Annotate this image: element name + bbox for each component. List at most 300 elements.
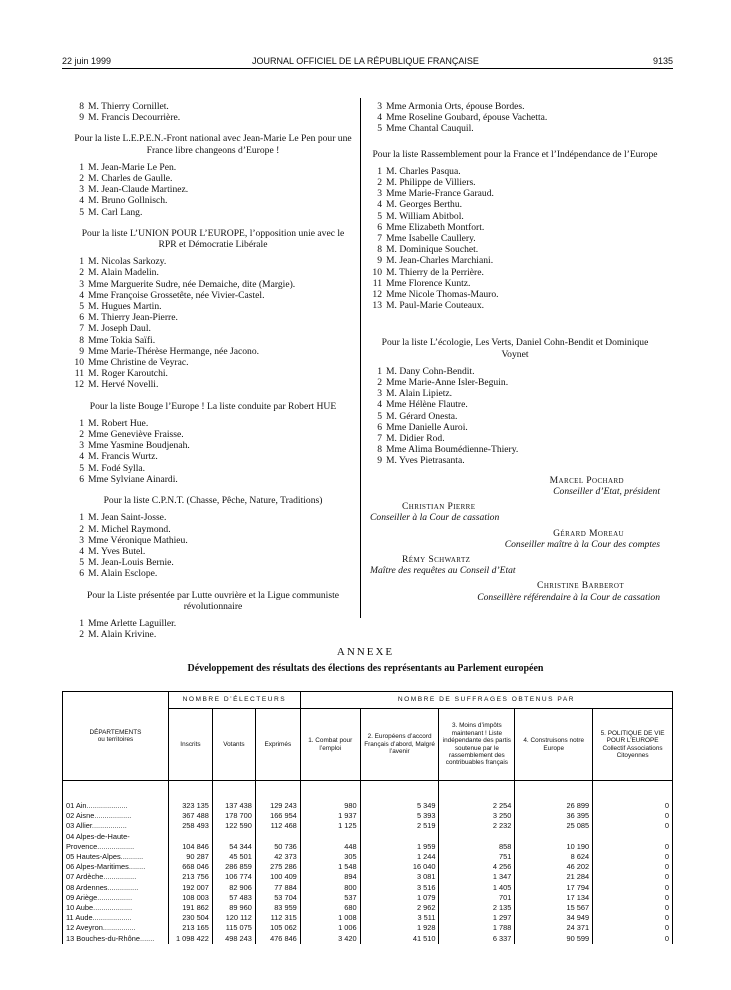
value-cell: 90 599: [515, 934, 593, 944]
value-cell: 448: [300, 842, 360, 852]
candidate-name: M. Charles Pasqua.: [386, 165, 461, 177]
header-departements-sub: ou territoires: [97, 736, 134, 743]
table-row: [63, 913, 673, 923]
department-cell: 05 Hautes-Alpes...........: [63, 852, 169, 862]
value-cell: [515, 832, 593, 842]
candidate-item: [72, 256, 354, 267]
candidate-name: M. Hervé Novelli.: [88, 379, 159, 391]
dot-leader: ................: [103, 872, 137, 882]
candidate-name: M. Philippe de Villiers.: [386, 177, 476, 189]
candidate-name: M. William Abitbol.: [386, 210, 464, 222]
candidate-item: [370, 188, 660, 199]
candidate-number: 1: [79, 161, 84, 173]
value-cell: 0: [593, 872, 673, 882]
value-cell: 3 420: [300, 934, 360, 944]
department-cell: 11 Aude...................: [63, 913, 169, 923]
signatory-name: Marcel Pochard: [549, 474, 624, 486]
candidate-number: 2: [79, 523, 84, 535]
candidate-name: M. Thierry Jean-Pierre.: [88, 312, 178, 324]
candidate-item: [72, 301, 354, 312]
candidate-name: M. Yves Butel.: [88, 545, 146, 557]
candidate-name: Mme Marie-France Garaud.: [386, 188, 494, 200]
value-cell: [255, 832, 300, 842]
candidate-name: Mme Françoise Grossetête, née Vivier-Castel.: [88, 289, 265, 301]
candidate-number: 4: [79, 195, 84, 207]
candidate-number: 5: [79, 301, 84, 313]
candidate-name: M. Gérard Onesta.: [386, 410, 458, 422]
value-cell: 191 862: [168, 903, 212, 913]
signature: [370, 501, 660, 523]
candidate-item: [370, 101, 660, 112]
value-cell: 6 337: [439, 934, 515, 944]
value-cell: 50 736: [255, 842, 300, 852]
value-cell: 104 846: [168, 842, 212, 852]
table-row: [63, 934, 673, 944]
signatory-title: Conseiller d’Etat, président: [553, 485, 660, 497]
value-cell: 2 232: [439, 821, 515, 831]
candidate-item: [370, 211, 660, 222]
issue-date: 22 juin 1999: [62, 56, 112, 66]
candidate-name: Mme Hélène Flautre.: [386, 399, 468, 411]
value-cell: 0: [593, 842, 673, 852]
value-cell: 5 393: [360, 811, 439, 821]
candidate-item: [72, 629, 354, 640]
dot-leader: .................: [97, 892, 133, 902]
candidate-number: 6: [377, 421, 382, 433]
dot-leader: ...................: [92, 913, 132, 923]
candidate-item: [72, 323, 354, 334]
candidate-name: M. Nicolas Sarkozy.: [88, 256, 167, 268]
value-cell: 122 590: [212, 821, 255, 831]
value-cell: [168, 832, 212, 842]
value-cell: 0: [593, 913, 673, 923]
candidate-name: M. Charles de Gaulle.: [88, 173, 173, 185]
value-cell: 701: [439, 893, 515, 903]
value-cell: 10 190: [515, 842, 593, 852]
candidate-item: [72, 429, 354, 440]
candidate-number: 4: [79, 545, 84, 557]
table-row: [63, 811, 673, 821]
candidate-number: 5: [377, 410, 382, 422]
candidate-number: 3: [377, 388, 382, 400]
candidate-item: [370, 278, 660, 289]
candidate-item: [370, 267, 660, 278]
value-cell: 53 704: [255, 893, 300, 903]
candidate-name: M. Roger Karoutchi.: [88, 368, 168, 380]
candidate-number: 9: [377, 255, 382, 267]
value-cell: 192 007: [168, 883, 212, 893]
value-cell: 129 243: [255, 801, 300, 811]
value-cell: 137 438: [212, 801, 255, 811]
candidate-number: 5: [377, 210, 382, 222]
candidate-item: [370, 366, 660, 377]
table-row: [63, 852, 673, 862]
results-body: [63, 781, 673, 944]
header-departements: [63, 692, 169, 781]
candidate-name: M. Fodé Sylla.: [88, 462, 146, 474]
candidate-number: 1: [79, 417, 84, 429]
candidate-item: [370, 422, 660, 433]
value-cell: 230 504: [168, 913, 212, 923]
value-cell: 476 846: [255, 934, 300, 944]
candidate-number: 9: [377, 455, 382, 467]
value-cell: 42 373: [255, 852, 300, 862]
candidate-number: 4: [79, 451, 84, 463]
value-cell: 258 493: [168, 821, 212, 831]
value-cell: 100 409: [255, 872, 300, 882]
value-cell: 0: [593, 862, 673, 872]
value-cell: 15 567: [515, 903, 593, 913]
candidate-item: [72, 195, 354, 206]
candidate-name: M. Paul-Marie Couteaux.: [386, 300, 485, 312]
header-electeurs: NOMBRE D’ÉLECTEURS: [168, 692, 300, 709]
candidate-item: [72, 440, 354, 451]
table-row: [63, 872, 673, 882]
candidate-name: M. Jean Saint-Josse.: [88, 512, 167, 524]
candidate-number: 2: [79, 429, 84, 441]
list-intro: Pour la liste L’UNION POUR L’EUROPE, l’opposition unie avec le RPR et Démocratie Libérale: [81, 227, 345, 251]
header-suffrages: NOMBRE DE SUFFRAGES OBTENUS PAR: [300, 692, 672, 709]
candidate-name: M. Jean-Marie Le Pen.: [88, 161, 177, 173]
value-cell: 537: [300, 893, 360, 903]
dot-leader: ...........: [120, 852, 144, 862]
candidate-number: 2: [79, 173, 84, 185]
table-row: [63, 883, 673, 893]
candidate-name: M. Francis Decourrière.: [88, 112, 181, 124]
candidate-number: 6: [79, 312, 84, 324]
value-cell: 4 256: [439, 862, 515, 872]
candidate-number: 6: [377, 221, 382, 233]
candidate-item: [370, 166, 660, 177]
value-cell: 57 483: [212, 893, 255, 903]
value-cell: 858: [439, 842, 515, 852]
candidate-item: [370, 444, 660, 455]
candidate-item: [72, 451, 354, 462]
candidate-item: [370, 289, 660, 300]
header-departements-label: DÉPARTEMENTS: [89, 728, 142, 736]
candidate-item: [72, 279, 354, 290]
department-cell: 01 Ain....................: [63, 801, 169, 811]
candidate-name: Mme Isabelle Caullery.: [386, 233, 476, 245]
value-cell: 46 202: [515, 862, 593, 872]
value-cell: 112 468: [255, 821, 300, 831]
candidate-name: M. Georges Berthu.: [386, 199, 463, 211]
candidate-number: 3: [377, 188, 382, 200]
signature: [370, 554, 660, 576]
candidate-name: M. Bruno Gollnisch.: [88, 195, 168, 207]
candidate-number: 4: [79, 289, 84, 301]
value-cell: 0: [593, 821, 673, 831]
value-cell: 1 959: [360, 842, 439, 852]
value-cell: [439, 832, 515, 842]
table-row: [63, 821, 673, 831]
candidate-number: 1: [377, 165, 382, 177]
value-cell: 0: [593, 811, 673, 821]
department-cell: 09 Ariège.................: [63, 893, 169, 903]
dot-leader: ...............: [107, 882, 139, 892]
value-cell: 1 405: [439, 883, 515, 893]
value-cell: 286 859: [212, 862, 255, 872]
candidate-name: M. Thierry Cornillet.: [88, 101, 169, 112]
candidate-item: [370, 411, 660, 422]
candidate-name: Mme Florence Kuntz.: [386, 277, 471, 289]
value-cell: 0: [593, 903, 673, 913]
value-cell: 3 081: [360, 872, 439, 882]
candidate-number: 1: [79, 617, 84, 629]
candidate-number: 6: [79, 568, 84, 580]
candidate-name: M. Dominique Souchet.: [386, 244, 479, 256]
candidate-item: [72, 557, 354, 568]
candidate-item: [370, 388, 660, 399]
candidate-number: 1: [377, 365, 382, 377]
candidate-item: [72, 546, 354, 557]
value-cell: [300, 832, 360, 842]
candidate-item: [72, 267, 354, 278]
dot-leader: ...................: [93, 903, 133, 913]
annexe-subtitle: Développement des résultats des élections des représentants au Parlement européen: [187, 663, 544, 674]
list-intro: Pour la Liste présentée par Lutte ouvrière et la Ligue communiste révolutionnaire: [86, 589, 339, 612]
candidate-number: 8: [377, 444, 382, 456]
candidate-name: M. Michel Raymond.: [88, 523, 171, 535]
value-cell: 751: [439, 852, 515, 862]
candidate-name: M. Thierry de la Perrière.: [386, 266, 484, 278]
table-row: [63, 893, 673, 903]
candidate-item: [370, 433, 660, 444]
table-row: [63, 903, 673, 913]
candidate-item: [72, 335, 354, 346]
signatory-name: Christian Pierre: [402, 501, 476, 513]
candidate-number: 4: [377, 199, 382, 211]
candidate-item: [370, 112, 660, 123]
candidate-name: Mme Nicole Thomas-Mauro.: [386, 289, 499, 301]
candidate-item: [72, 207, 354, 218]
value-cell: 17 134: [515, 893, 593, 903]
department-cell: 07 Ardèche................: [63, 872, 169, 882]
list-intro: Pour la liste L’écologie, Les Verts, Daniel Cohn-Bendit et Dominique Voynet: [381, 337, 649, 360]
candidate-name: M. Robert Hue.: [88, 417, 149, 429]
value-cell: 108 003: [168, 893, 212, 903]
header-list-1: 1. Combat pour l’emploi: [300, 709, 360, 781]
signatory-name: Christine Barberot: [537, 580, 624, 592]
candidate-name: Mme Marguerite Sudre, née Demaiche, dite (Margie).: [88, 278, 296, 290]
candidate-name: M. Alain Krivine.: [88, 629, 157, 641]
candidate-number: 9: [79, 112, 84, 124]
candidate-number: 5: [377, 123, 382, 135]
value-cell: 83 959: [255, 903, 300, 913]
candidate-name: Mme Sylviane Ainardi.: [88, 473, 178, 485]
value-cell: 54 344: [212, 842, 255, 852]
value-cell: 77 884: [255, 883, 300, 893]
value-cell: 668 046: [168, 862, 212, 872]
candidate-number: 8: [79, 101, 84, 112]
header-rule: [62, 68, 673, 69]
candidate-number: 3: [79, 534, 84, 546]
candidate-item: [370, 399, 660, 410]
value-cell: 0: [593, 893, 673, 903]
value-cell: 213 165: [168, 923, 212, 933]
value-cell: 34 949: [515, 913, 593, 923]
value-cell: 36 395: [515, 811, 593, 821]
value-cell: [212, 832, 255, 842]
dot-leader: ....................: [86, 801, 128, 810]
table-row: [63, 801, 673, 811]
dot-leader: ................: [102, 923, 136, 933]
header-inscrits: Inscrits: [168, 709, 212, 781]
department-cell: 06 Alpes-Maritimes........: [63, 862, 169, 872]
value-cell: 1 548: [300, 862, 360, 872]
value-cell: 120 112: [212, 913, 255, 923]
department-cell: 03 Allier.................: [63, 821, 169, 831]
column-divider: [360, 98, 361, 618]
value-cell: 213 756: [168, 872, 212, 882]
table-row: [63, 862, 673, 872]
candidate-item: [72, 173, 354, 184]
candidate-number: 4: [377, 399, 382, 411]
value-cell: 2 519: [360, 821, 439, 831]
candidate-item: [370, 455, 660, 466]
candidate-number: 2: [79, 267, 84, 279]
journal-title: JOURNAL OFFICIEL DE LA RÉPUBLIQUE FRANÇAISE: [252, 56, 479, 66]
candidate-item: [72, 618, 354, 629]
candidate-name: M. Dany Cohn-Bendit.: [386, 365, 475, 377]
value-cell: 1 079: [360, 893, 439, 903]
candidate-item: [72, 357, 354, 368]
candidate-name: M. Francis Wurtz.: [88, 451, 158, 463]
value-cell: 1 098 422: [168, 934, 212, 944]
candidate-number: 3: [377, 101, 382, 112]
candidate-item: [72, 463, 354, 474]
value-cell: 166 954: [255, 811, 300, 821]
value-cell: 1 006: [300, 923, 360, 933]
department-cell: 08 Ardennes...............: [63, 883, 169, 893]
value-cell: 1 937: [300, 811, 360, 821]
value-cell: 106 774: [212, 872, 255, 882]
value-cell: 89 960: [212, 903, 255, 913]
candidate-number: 5: [79, 557, 84, 569]
candidate-name: Mme Tokia Saïfi.: [88, 334, 156, 346]
candidate-name: M. Hugues Martin.: [88, 301, 162, 313]
candidate-name: Mme Véronique Mathieu.: [88, 534, 188, 546]
value-cell: [360, 832, 439, 842]
candidate-number: 7: [79, 323, 84, 335]
table-row: [63, 842, 673, 852]
dot-leader: .................: [91, 821, 127, 831]
header-list-4: 4. Construisons notre Europe: [515, 709, 593, 781]
candidate-number: 5: [79, 462, 84, 474]
candidate-name: Mme Geneviève Fraisse.: [88, 429, 184, 441]
candidate-number: 7: [377, 433, 382, 445]
candidate-name: Mme Armonia Orts, épouse Bordes.: [386, 101, 525, 112]
candidate-item: [72, 112, 354, 123]
value-cell: 90 287: [168, 852, 212, 862]
candidate-item: [72, 312, 354, 323]
list-intro: Pour la liste C.P.N.T. (Chasse, Pêche, Nature, Traditions): [103, 495, 323, 507]
value-cell: 2 254: [439, 801, 515, 811]
department-cell: 04 Alpes-de-Haute-: [63, 832, 169, 842]
candidate-name: M. Jean-Claude Martinez.: [88, 184, 189, 196]
value-cell: 1 347: [439, 872, 515, 882]
value-cell: 305: [300, 852, 360, 862]
candidate-item: [72, 418, 354, 429]
candidate-number: 11: [372, 277, 382, 289]
value-cell: 41 510: [360, 934, 439, 944]
candidate-number: 3: [79, 184, 84, 196]
candidate-name: M. Joseph Daul.: [88, 323, 151, 335]
candidate-number: 10: [74, 357, 84, 369]
candidate-number: 2: [377, 377, 382, 389]
candidate-name: Mme Arlette Laguiller.: [88, 617, 177, 629]
value-cell: 45 501: [212, 852, 255, 862]
value-cell: 1 788: [439, 923, 515, 933]
candidate-item: [370, 244, 660, 255]
signatory-title: Maître des requêtes au Conseil d’Etat: [370, 565, 516, 577]
candidate-item: [72, 162, 354, 173]
candidate-item: [72, 568, 354, 579]
candidate-item: [72, 101, 354, 112]
signatory-title: Conseillère référendaire à la Cour de cassation: [477, 591, 660, 603]
value-cell: 367 488: [168, 811, 212, 821]
value-cell: 1 297: [439, 913, 515, 923]
value-cell: 21 284: [515, 872, 593, 882]
candidate-number: 1: [79, 256, 84, 268]
candidate-name: M. Alain Lipietz.: [386, 388, 453, 400]
value-cell: 115 075: [212, 923, 255, 933]
candidate-number: 9: [79, 345, 84, 357]
value-cell: 2 135: [439, 903, 515, 913]
candidate-number: 2: [377, 177, 382, 189]
candidate-name: Mme Alima Boumédienne-Thiery.: [386, 444, 519, 456]
candidate-name: Mme Danielle Auroi.: [386, 421, 468, 433]
candidate-item: [72, 184, 354, 195]
signature: [370, 580, 660, 602]
candidate-name: M. Yves Pietrasanta.: [386, 455, 465, 467]
header-votants: Votants: [212, 709, 255, 781]
value-cell: 178 700: [212, 811, 255, 821]
candidate-number: 11: [74, 368, 84, 380]
value-cell: 800: [300, 883, 360, 893]
candidate-item: [72, 535, 354, 546]
table-row: [63, 923, 673, 933]
value-cell: 8 624: [515, 852, 593, 862]
value-cell: 17 794: [515, 883, 593, 893]
dot-leader: ..................: [97, 841, 135, 851]
signature: [370, 475, 660, 497]
candidate-name: Mme Roseline Goubard, épouse Vachetta.: [386, 112, 548, 124]
candidate-item: [72, 524, 354, 535]
value-cell: 1 125: [300, 821, 360, 831]
value-cell: 16 040: [360, 862, 439, 872]
candidate-number: 13: [372, 300, 382, 312]
annexe-title: ANNEXE: [336, 646, 395, 658]
candidate-number: 12: [372, 289, 382, 301]
value-cell: 24 371: [515, 923, 593, 933]
candidate-number: 7: [377, 233, 382, 245]
list-intro: Pour la liste L.E.P.E.N.-Front national avec Jean-Marie Le Pen pour une France libre changeons d’Europe !: [74, 133, 352, 156]
department-cell: 10 Aube...................: [63, 903, 169, 913]
value-cell: 0: [593, 883, 673, 893]
candidate-item: [370, 222, 660, 233]
candidate-name: Mme Christine de Veyrac.: [88, 357, 189, 369]
candidate-item: [72, 379, 354, 390]
value-cell: [593, 832, 673, 842]
candidate-name: Mme Yasmine Boudjenah.: [88, 440, 190, 452]
value-cell: 1 928: [360, 923, 439, 933]
results-table: [62, 691, 673, 944]
left-column: [72, 101, 354, 640]
value-cell: 112 315: [255, 913, 300, 923]
candidate-number: 6: [79, 473, 84, 485]
value-cell: 3 511: [360, 913, 439, 923]
